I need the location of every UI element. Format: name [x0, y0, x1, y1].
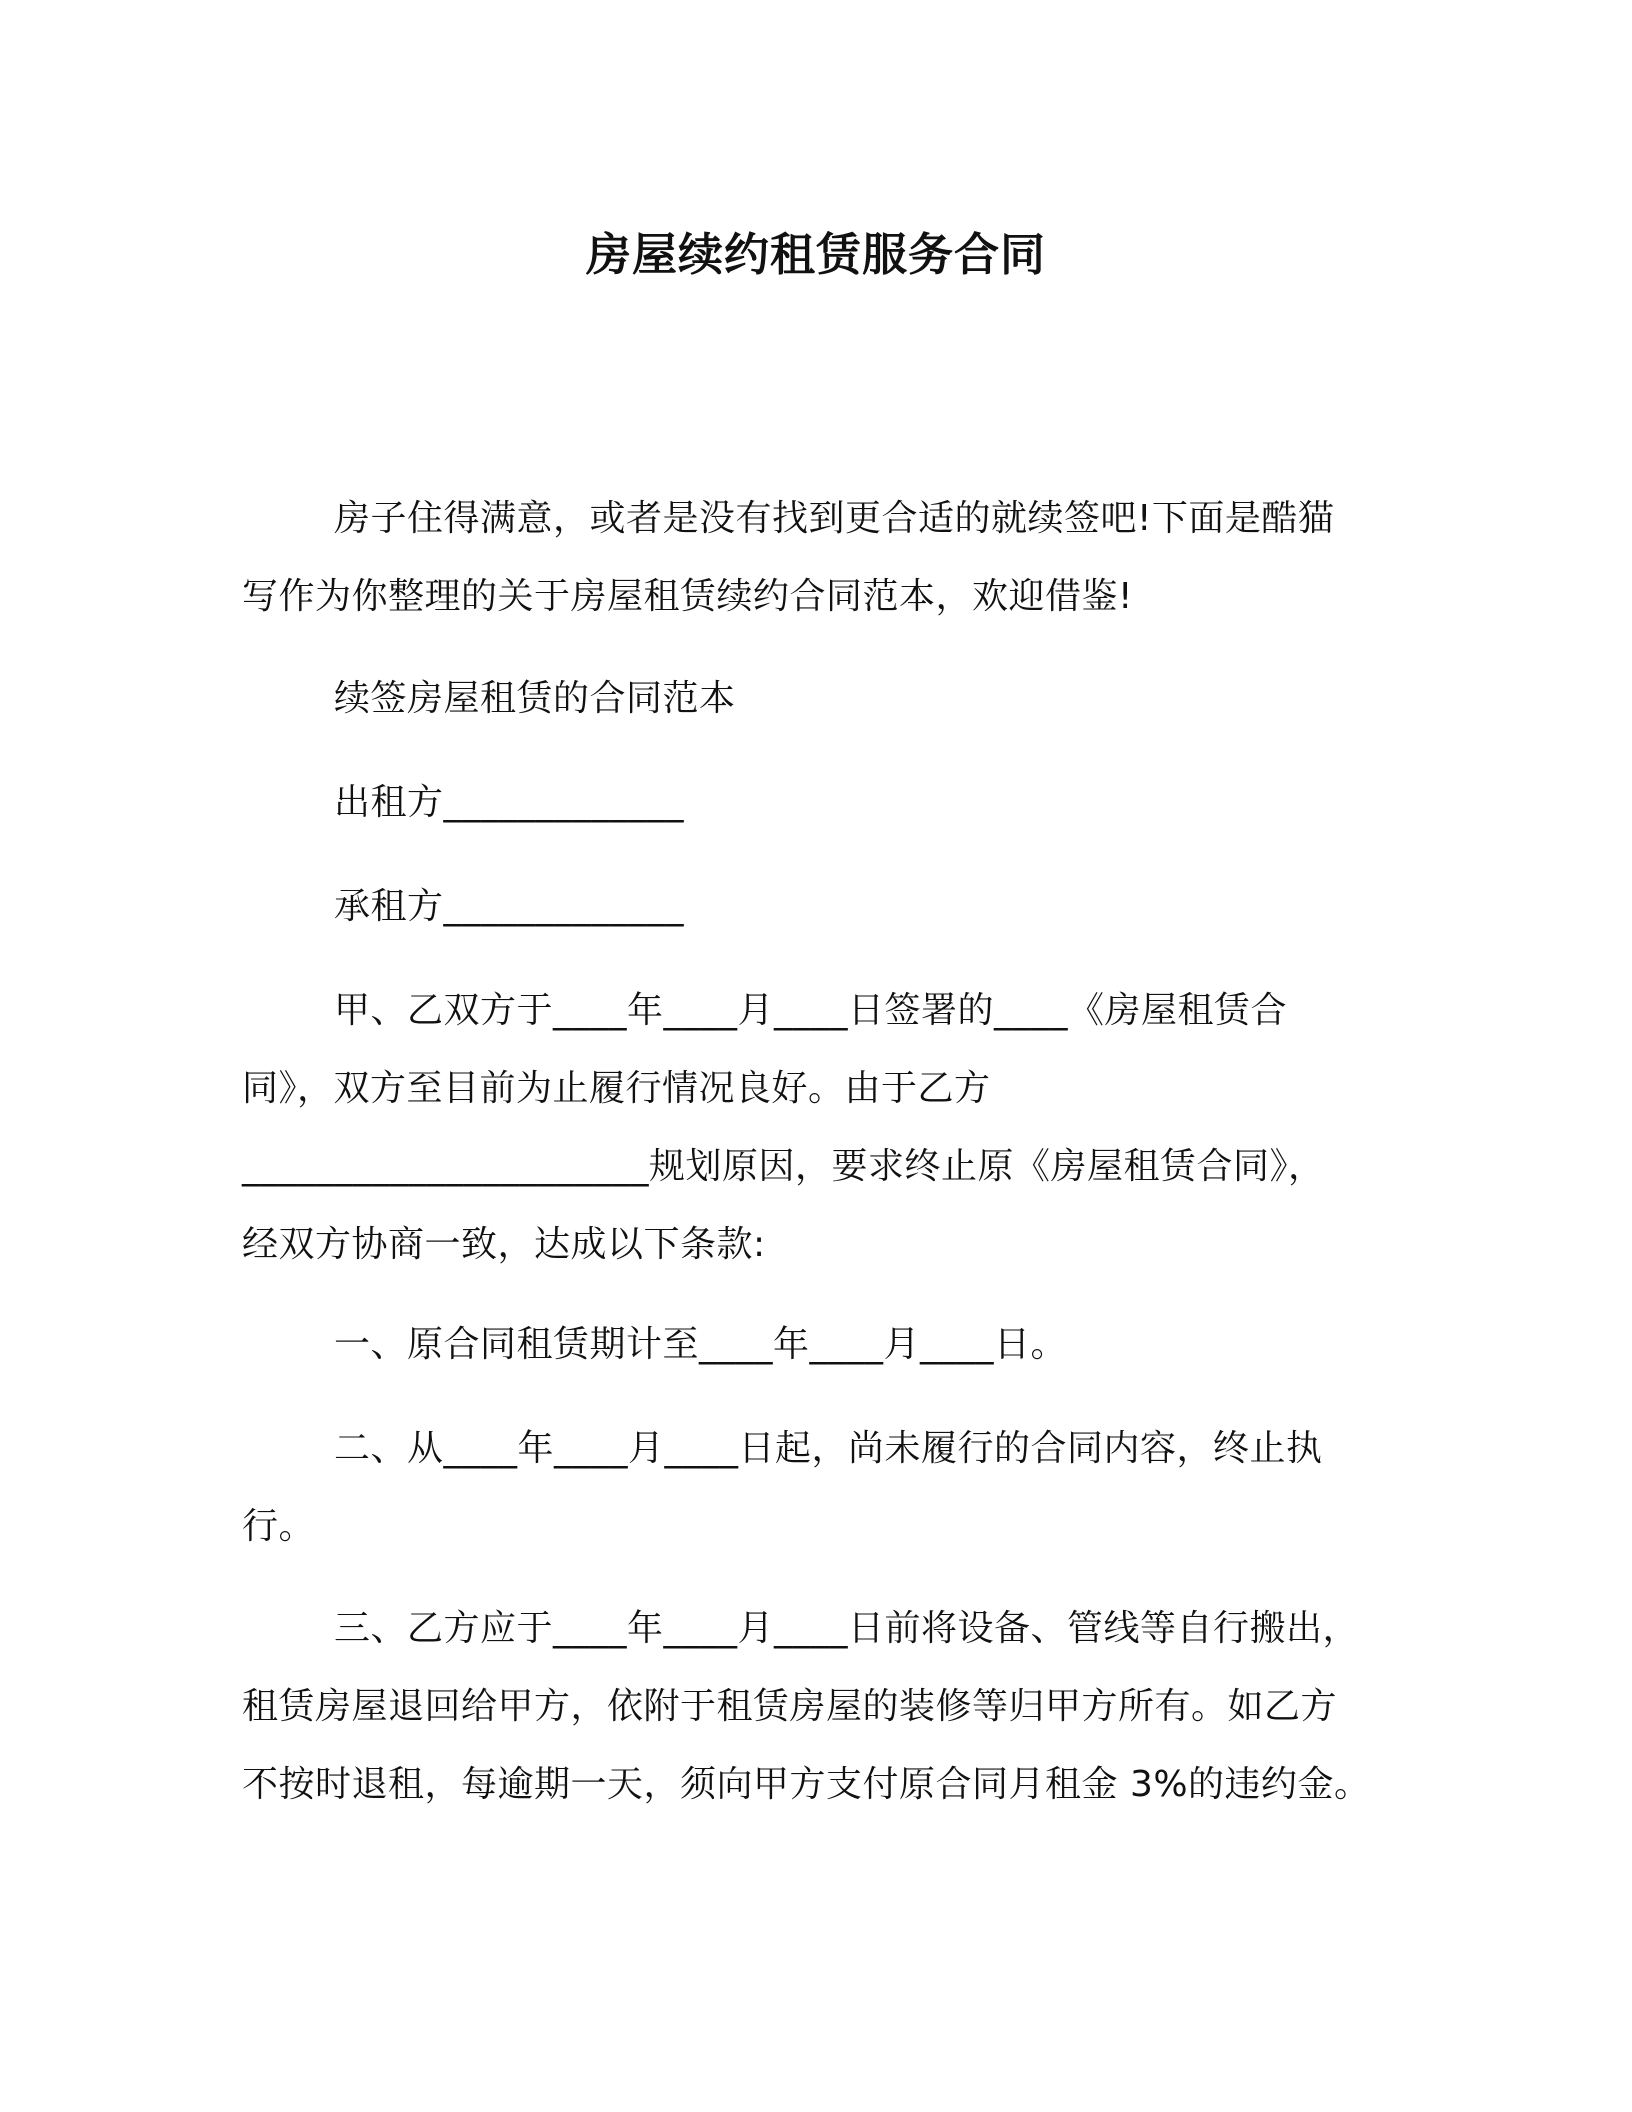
- agreement-line-1: 甲、乙双方于____年____月____日签署的____《房屋租赁合: [334, 990, 1288, 1031]
- intro-paragraph: [242, 480, 1392, 636]
- lessor-field: 出租方_____________: [334, 782, 685, 823]
- subtitle-paragraph: [242, 660, 1392, 738]
- clause-2-line-1: 二、从____年____月____日起，尚未履行的合同内容，终止执: [334, 1428, 1323, 1469]
- clause-3-line-2: 租赁房屋退回给甲方，依附于租赁房屋的装修等归甲方所有。如乙方: [242, 1686, 1338, 1727]
- clause-3-paragraph: [242, 1590, 1392, 1824]
- lessee-field: 承租方_____________: [334, 886, 685, 927]
- clause-2-paragraph: [242, 1410, 1392, 1566]
- clause-1: 一、原合同租赁期计至____年____月____日。: [334, 1324, 1068, 1365]
- clause-2-line-2: 行。: [242, 1506, 316, 1547]
- agreement-paragraph: [242, 972, 1392, 1284]
- clause-1-paragraph: [242, 1306, 1392, 1384]
- clause-3-line-1: 三、乙方应于____年____月____日前将设备、管线等自行搬出，: [334, 1608, 1360, 1649]
- contract-subtitle: 续签房屋租赁的合同范本: [334, 678, 736, 719]
- lessee-paragraph: [242, 868, 1392, 946]
- intro-line-2: 写作为你整理的关于房屋租赁续约合同范本，欢迎借鉴!: [242, 576, 1133, 617]
- document-title: 房屋续约租赁服务合同: [585, 228, 1046, 281]
- clause-3-line-3: 不按时退租，每逾期一天，须向甲方支付原合同月租金 3%的违约金。: [242, 1764, 1371, 1805]
- lessor-paragraph: [242, 764, 1392, 842]
- agreement-line-3: ______________________规划原因，要求终止原《房屋租赁合同》，: [242, 1146, 1325, 1187]
- agreement-line-2: 同》，双方至目前为止履行情况良好。由于乙方: [242, 1068, 991, 1109]
- agreement-line-4: 经双方协商一致，达成以下条款:: [242, 1224, 766, 1265]
- intro-line-1: 房子住得满意，或者是没有找到更合适的就续签吧!下面是酷猫: [334, 498, 1335, 539]
